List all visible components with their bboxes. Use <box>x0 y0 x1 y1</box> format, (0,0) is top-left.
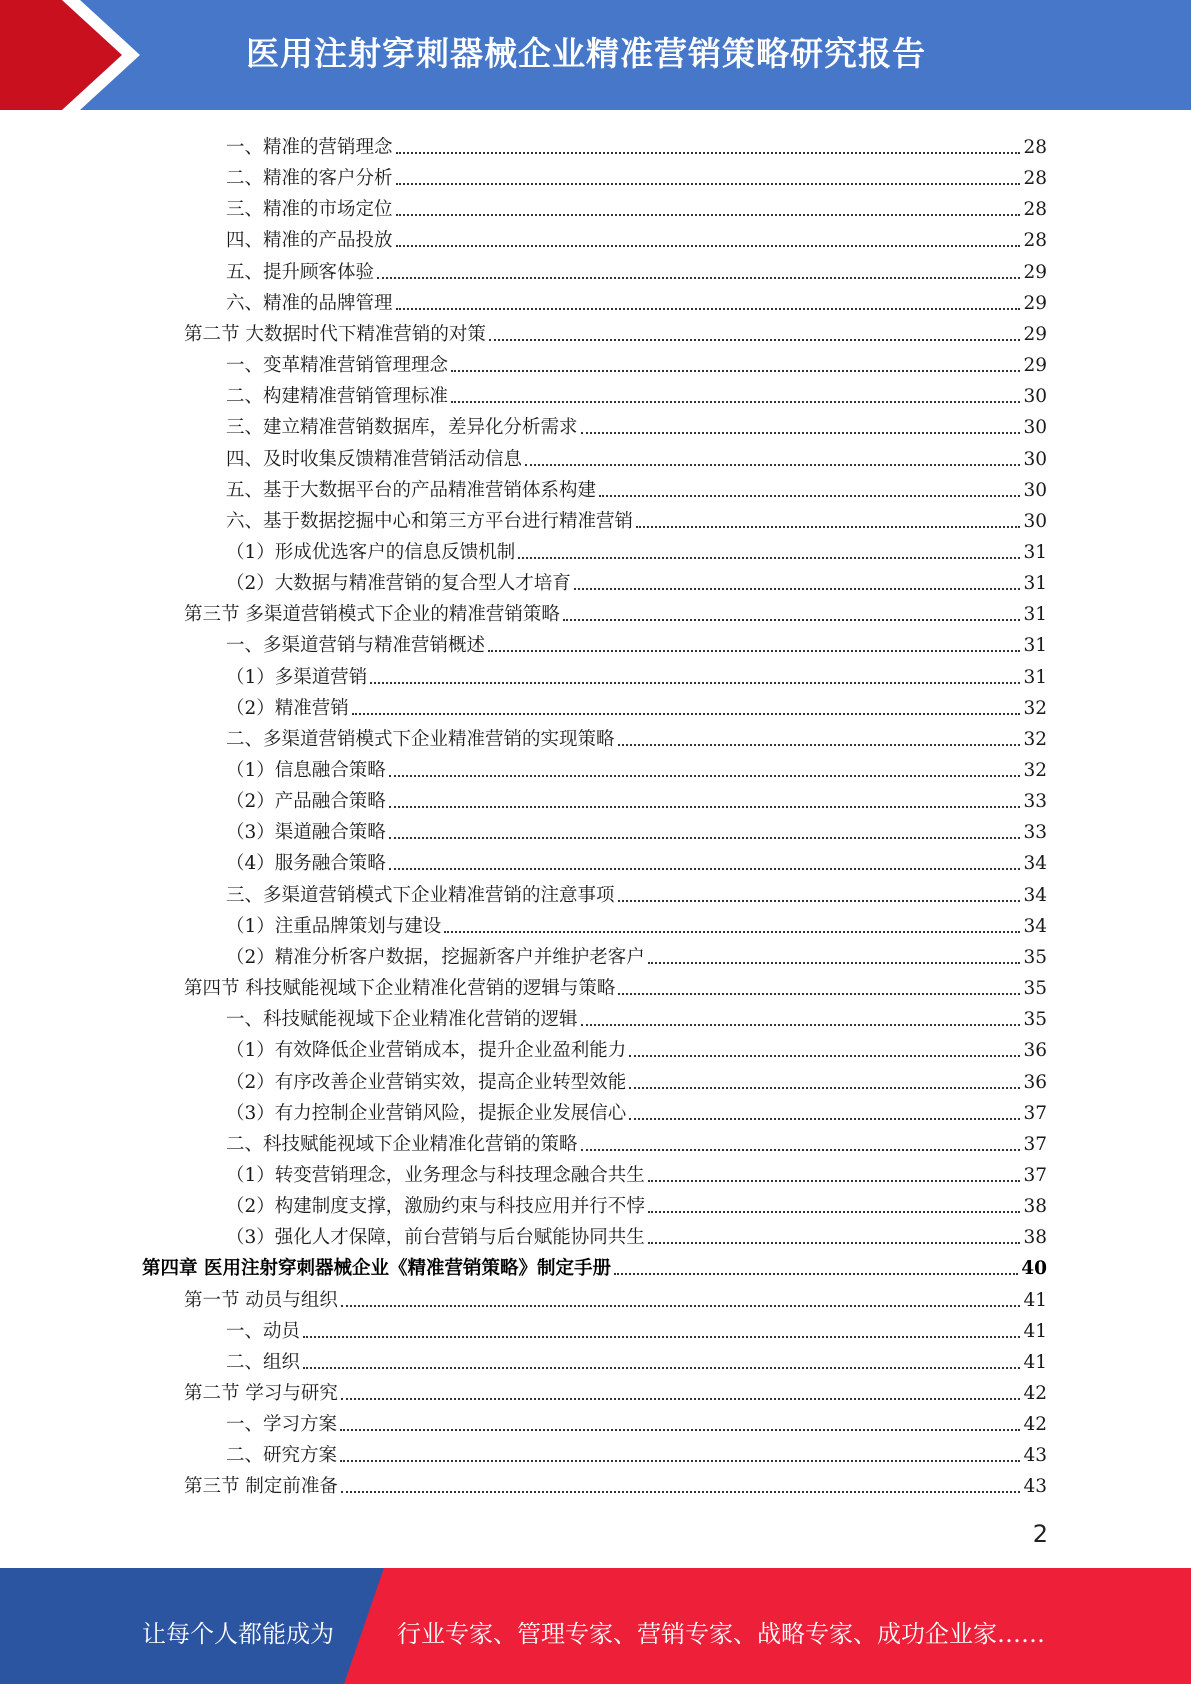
toc-entry[interactable] <box>226 1218 1047 1249</box>
page-header <box>0 0 1191 110</box>
toc-leader-dots <box>563 619 1021 621</box>
toc-leader-dots <box>648 962 1021 964</box>
toc-entry-title: 四、及时收集反馈精准营销活动信息 <box>226 449 523 470</box>
toc-entry-page: 30 <box>1023 511 1047 532</box>
toc-entry-title: （2）产品融合策略 <box>226 791 386 812</box>
toc-entry-page: 41 <box>1023 1290 1047 1311</box>
toc-entry[interactable] <box>226 626 1047 657</box>
toc-leader-dots <box>574 588 1021 590</box>
toc-entry-page: 38 <box>1023 1227 1047 1248</box>
toc-entry-title: 五、提升顾客体验 <box>226 262 375 283</box>
toc-entry[interactable] <box>226 159 1047 190</box>
toc-leader-dots <box>614 1273 1018 1275</box>
toc-entry[interactable] <box>226 658 1047 689</box>
toc-entry-title: （1）转变营销理念，业务理念与科技理念融合共生 <box>226 1165 645 1186</box>
toc-entry[interactable] <box>226 253 1047 284</box>
toc-entry-title: 第二节 学习与研究 <box>184 1383 338 1404</box>
toc-entry[interactable] <box>226 190 1047 221</box>
toc-leader-dots <box>488 650 1020 652</box>
toc-entry-page: 31 <box>1023 635 1047 656</box>
toc-entry[interactable] <box>226 128 1047 159</box>
toc-entry[interactable] <box>142 1249 1047 1280</box>
footer-slogan-right: 行业专家、管理专家、营销专家、战略专家、成功企业家…… <box>397 1620 1045 1648</box>
toc-entry-title: 二、组织 <box>226 1352 301 1373</box>
toc-entry[interactable] <box>226 1031 1047 1062</box>
toc-entry-title: （2）大数据与精准营销的复合型人才培育 <box>226 573 571 594</box>
toc-entry-title: 二、精准的客户分析 <box>226 168 393 189</box>
toc-entry-page: 28 <box>1023 168 1047 189</box>
toc-leader-dots <box>629 1087 1020 1089</box>
toc-entry-title: 一、科技赋能视域下企业精准化营销的逻辑 <box>226 1009 578 1030</box>
toc-leader-dots <box>389 775 1021 777</box>
toc-entry-title: 二、多渠道营销模式下企业精准营销的实现策略 <box>226 729 615 750</box>
page-footer <box>0 1568 1191 1684</box>
toc-entry-page: 32 <box>1023 729 1047 750</box>
toc-leader-dots <box>352 713 1021 715</box>
footer-slogan-left: 让每个人都能成为 <box>142 1620 334 1648</box>
toc-entry-page: 34 <box>1023 885 1047 906</box>
toc-entry-page: 32 <box>1023 760 1047 781</box>
toc-leader-dots <box>581 432 1021 434</box>
toc-entry-page: 29 <box>1023 355 1047 376</box>
toc-entry-title: 五、基于大数据平台的产品精准营销体系构建 <box>226 480 597 501</box>
toc-entry-title: （3）强化人才保障，前台营销与后台赋能协同共生 <box>226 1227 645 1248</box>
toc-entry-title: （4）服务融合策略 <box>226 853 386 874</box>
toc-entry-title: 第三节 制定前准备 <box>184 1476 338 1497</box>
toc-entry[interactable] <box>226 1125 1047 1156</box>
toc-entry[interactable] <box>226 471 1047 502</box>
toc-entry-title: （2）构建制度支撑，激励约束与科技应用并行不悖 <box>226 1196 645 1217</box>
toc-entry-page: 32 <box>1023 698 1047 719</box>
toc-leader-dots <box>303 1336 1020 1338</box>
toc-entry-page: 30 <box>1023 386 1047 407</box>
toc-leader-dots <box>396 308 1021 310</box>
toc-entry-title: 一、动员 <box>226 1321 301 1342</box>
toc-entry[interactable] <box>184 595 1047 626</box>
toc-leader-dots <box>618 993 1020 995</box>
toc-entry[interactable] <box>184 969 1047 1000</box>
toc-entry-page: 41 <box>1023 1321 1047 1342</box>
toc-leader-dots <box>581 1024 1021 1026</box>
toc-entry-title: 一、学习方案 <box>226 1414 338 1435</box>
toc-entry-page: 28 <box>1023 230 1047 251</box>
toc-entry-page: 30 <box>1023 480 1047 501</box>
toc-entry-page: 28 <box>1023 199 1047 220</box>
toc-entry-page: 31 <box>1023 573 1047 594</box>
toc-entry[interactable] <box>226 876 1047 907</box>
toc-entry[interactable] <box>226 221 1047 252</box>
toc-entry-title: （1）注重品牌策划与建设 <box>226 916 442 937</box>
toc-entry-page: 29 <box>1023 262 1047 283</box>
toc-entry-page: 42 <box>1023 1414 1047 1435</box>
toc-entry-page: 28 <box>1023 137 1047 158</box>
toc-entry[interactable] <box>226 782 1047 813</box>
toc-entry-title: 一、变革精准营销管理理念 <box>226 355 449 376</box>
toc-entry-title: 三、建立精准营销数据库，差异化分析需求 <box>226 417 578 438</box>
toc-leader-dots <box>389 868 1021 870</box>
toc-entry-title: 二、研究方案 <box>226 1445 338 1466</box>
toc-entry-page: 35 <box>1023 947 1047 968</box>
toc-leader-dots <box>636 526 1020 528</box>
toc-leader-dots <box>340 1429 1020 1431</box>
toc-entry-title: 第四章 医用注射穿刺器械企业《精准营销策略》制定手册 <box>142 1258 611 1279</box>
toc-entry-title: 二、构建精准营销管理标准 <box>226 386 449 407</box>
toc-entry-title: 二、科技赋能视域下企业精准化营销的策略 <box>226 1134 578 1155</box>
toc-entry-page: 31 <box>1023 667 1047 688</box>
toc-entry[interactable] <box>184 1281 1047 1312</box>
toc-entry-page: 36 <box>1023 1040 1047 1061</box>
toc-entry[interactable] <box>226 938 1047 969</box>
toc-entry-title: 四、精准的产品投放 <box>226 230 393 251</box>
toc-entry[interactable] <box>226 720 1047 751</box>
toc-entry[interactable] <box>226 813 1047 844</box>
toc-entry-page: 33 <box>1023 822 1047 843</box>
toc-entry[interactable] <box>226 1156 1047 1187</box>
toc-entry-title: （3）渠道融合策略 <box>226 822 386 843</box>
toc-leader-dots <box>444 931 1020 933</box>
toc-entry-page: 29 <box>1023 324 1047 345</box>
toc-leader-dots <box>389 837 1021 839</box>
toc-leader-dots <box>377 277 1020 279</box>
toc-entry[interactable] <box>226 689 1047 720</box>
toc-entry-page: 29 <box>1023 293 1047 314</box>
toc-entry[interactable] <box>226 346 1047 377</box>
toc-entry-page: 35 <box>1023 978 1047 999</box>
toc-entry-page: 30 <box>1023 449 1047 470</box>
toc-entry-page: 35 <box>1023 1009 1047 1030</box>
toc-entry-page: 43 <box>1023 1476 1047 1497</box>
toc-leader-dots <box>518 557 1020 559</box>
toc-entry[interactable] <box>226 1343 1047 1374</box>
toc-leader-dots <box>489 339 1021 341</box>
toc-leader-dots <box>618 900 1021 902</box>
toc-entry[interactable] <box>226 1000 1047 1031</box>
toc-entry-title: （2）有序改善企业营销实效，提高企业转型效能 <box>226 1072 627 1093</box>
toc-leader-dots <box>396 152 1021 154</box>
toc-entry-title: （1）信息融合策略 <box>226 760 386 781</box>
toc-leader-dots <box>303 1367 1020 1369</box>
toc-entry[interactable] <box>184 1467 1047 1498</box>
toc-entry[interactable] <box>226 1063 1047 1094</box>
toc-leader-dots <box>648 1180 1021 1182</box>
toc-entry-page: 38 <box>1023 1196 1047 1217</box>
toc-entry-title: 第三节 多渠道营销模式下企业的精准营销策略 <box>184 604 560 625</box>
toc-entry[interactable] <box>226 284 1047 315</box>
toc-entry[interactable] <box>226 751 1047 782</box>
toc-entry-title: 三、多渠道营销模式下企业精准营销的注意事项 <box>226 885 615 906</box>
toc-entry-title: （2）精准分析客户数据，挖掘新客户并维护老客户 <box>226 947 645 968</box>
toc-leader-dots <box>389 806 1021 808</box>
toc-entry-page: 33 <box>1023 791 1047 812</box>
toc-leader-dots <box>648 1211 1021 1213</box>
toc-leader-dots <box>341 1491 1021 1493</box>
toc-entry-title: 第一节 动员与组织 <box>184 1290 338 1311</box>
toc-entry[interactable] <box>226 533 1047 564</box>
toc-entry-title: 一、多渠道营销与精准营销概述 <box>226 635 486 656</box>
toc-leader-dots <box>599 495 1020 497</box>
page-number: 2 <box>1032 1520 1048 1548</box>
toc-entry-title: 第四节 科技赋能视域下企业精准化营销的逻辑与策略 <box>184 978 616 999</box>
toc-entry-page: 41 <box>1023 1352 1047 1373</box>
toc-entry[interactable] <box>226 440 1047 471</box>
toc-leader-dots <box>396 214 1021 216</box>
toc-entry[interactable] <box>184 315 1047 346</box>
toc-leader-dots <box>341 1305 1021 1307</box>
toc-entry-page: 40 <box>1021 1258 1047 1279</box>
toc-entry-page: 43 <box>1023 1445 1047 1466</box>
toc-entry[interactable] <box>226 844 1047 875</box>
toc-entry-page: 37 <box>1023 1103 1047 1124</box>
toc-entry[interactable] <box>226 502 1047 533</box>
toc-entry-title: （3）有力控制企业营销风险，提振企业发展信心 <box>226 1103 627 1124</box>
toc-entry-page: 36 <box>1023 1072 1047 1093</box>
toc-entry-page: 34 <box>1023 916 1047 937</box>
toc-leader-dots <box>370 682 1020 684</box>
toc-entry-page: 37 <box>1023 1134 1047 1155</box>
toc-leader-dots <box>525 464 1020 466</box>
toc-entry[interactable] <box>226 907 1047 938</box>
toc-entry-page: 37 <box>1023 1165 1047 1186</box>
toc-leader-dots <box>396 245 1021 247</box>
toc-leader-dots <box>618 744 1021 746</box>
toc-entry-title: （1）有效降低企业营销成本，提升企业盈利能力 <box>226 1040 627 1061</box>
toc-entry[interactable] <box>184 1374 1047 1405</box>
toc-entry[interactable] <box>226 1312 1047 1343</box>
toc-entry-title: （1）形成优选客户的信息反馈机制 <box>226 542 516 563</box>
toc-leader-dots <box>451 401 1020 403</box>
toc-entry[interactable] <box>226 1094 1047 1125</box>
toc-leader-dots <box>648 1242 1021 1244</box>
toc-entry-title: 一、精准的营销理念 <box>226 137 393 158</box>
toc-entry[interactable] <box>226 1405 1047 1436</box>
toc-leader-dots <box>396 183 1021 185</box>
toc-entry-page: 34 <box>1023 853 1047 874</box>
toc-leader-dots <box>629 1118 1020 1120</box>
toc-entry[interactable] <box>226 408 1047 439</box>
toc-leader-dots <box>581 1149 1021 1151</box>
toc-entry-page: 30 <box>1023 417 1047 438</box>
toc-entry-page: 42 <box>1023 1383 1047 1404</box>
toc-leader-dots <box>341 1398 1021 1400</box>
toc-leader-dots <box>629 1055 1020 1057</box>
toc-leader-dots <box>340 1460 1020 1462</box>
toc-entry-title: 六、精准的品牌管理 <box>226 293 393 314</box>
toc-entry-title: 三、精准的市场定位 <box>226 199 393 220</box>
toc-entry[interactable] <box>226 377 1047 408</box>
toc-entry-page: 31 <box>1023 604 1047 625</box>
toc-entry-title: （1）多渠道营销 <box>226 667 368 688</box>
toc-entry-page: 31 <box>1023 542 1047 563</box>
toc-entry-title: （2）精准营销 <box>226 698 349 719</box>
toc-entry[interactable] <box>226 1187 1047 1218</box>
toc-entry[interactable] <box>226 1436 1047 1467</box>
report-title: 医用注射穿刺器械企业精准营销策略研究报告 <box>246 34 926 73</box>
toc-entry-title: 第二节 大数据时代下精准营销的对策 <box>184 324 486 345</box>
toc-leader-dots <box>451 370 1020 372</box>
toc-entry[interactable] <box>226 564 1047 595</box>
toc-entry-title: 六、基于数据挖掘中心和第三方平台进行精准营销 <box>226 511 634 532</box>
